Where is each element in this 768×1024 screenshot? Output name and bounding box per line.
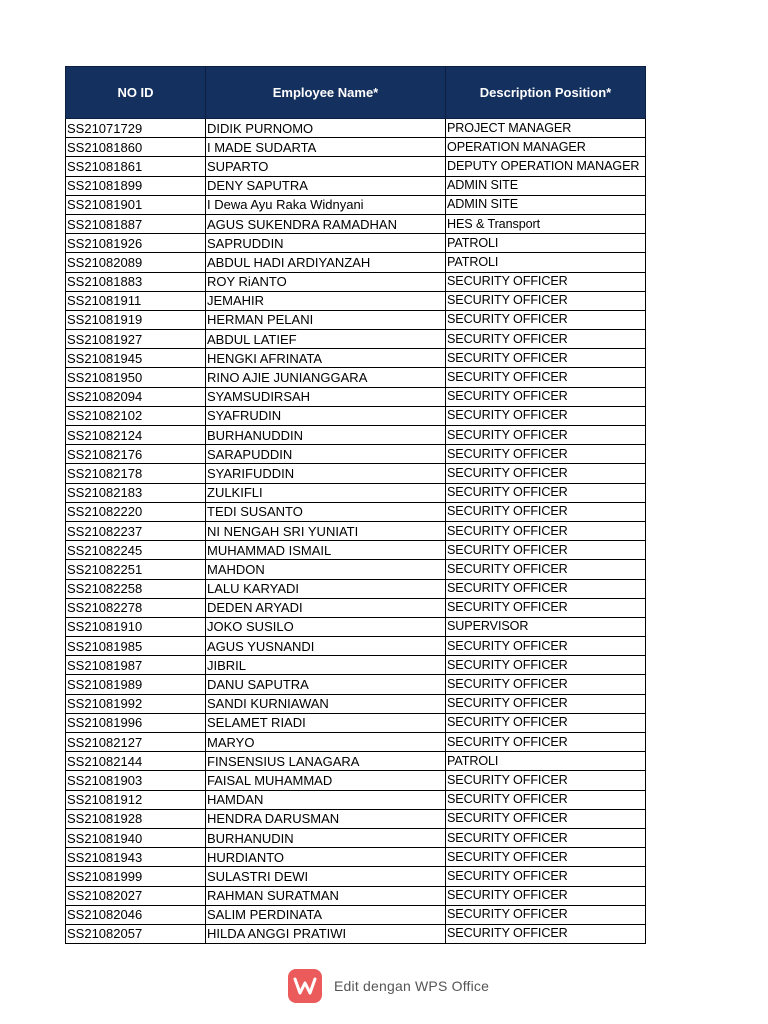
cell-description-position: SECURITY OFFICER	[446, 291, 646, 310]
table-row	[66, 924, 646, 943]
cell-no-id: SS21081928	[66, 809, 206, 828]
cell-no-id: SS21081945	[66, 349, 206, 368]
cell-no-id: SS21081999	[66, 867, 206, 886]
cell-no-id: SS21082178	[66, 464, 206, 483]
table-row	[66, 176, 646, 195]
cell-description-position: SECURITY OFFICER	[446, 426, 646, 445]
cell-no-id: SS21081860	[66, 138, 206, 157]
cell-description-position: SECURITY OFFICER	[446, 656, 646, 675]
cell-no-id: SS21082144	[66, 752, 206, 771]
cell-no-id: SS21081919	[66, 310, 206, 329]
cell-employee-name: SYARIFUDDIN	[206, 464, 446, 483]
cell-no-id: SS21081899	[66, 176, 206, 195]
cell-employee-name: SYAMSUDIRSAH	[206, 387, 446, 406]
cell-no-id: SS21081996	[66, 713, 206, 732]
cell-no-id: SS21082027	[66, 886, 206, 905]
column-header-description-position: Description Position*	[446, 67, 646, 119]
table-row	[66, 713, 646, 732]
cell-description-position: SECURITY OFFICER	[446, 790, 646, 809]
cell-no-id: SS21082245	[66, 541, 206, 560]
cell-no-id: SS21081901	[66, 195, 206, 214]
cell-employee-name: SUPARTO	[206, 157, 446, 176]
cell-description-position: SECURITY OFFICER	[446, 310, 646, 329]
table-row	[66, 272, 646, 291]
cell-description-position: SECURITY OFFICER	[446, 637, 646, 656]
cell-no-id: SS21082102	[66, 406, 206, 425]
cell-description-position: HES & Transport	[446, 214, 646, 233]
cell-no-id: SS21082220	[66, 502, 206, 521]
cell-employee-name: SYAFRUDIN	[206, 406, 446, 425]
cell-employee-name: ROY RiANTO	[206, 272, 446, 291]
cell-no-id: SS21082237	[66, 521, 206, 540]
table-row	[66, 867, 646, 886]
cell-employee-name: HERMAN PELANI	[206, 310, 446, 329]
table-row	[66, 905, 646, 924]
cell-no-id: SS21082127	[66, 733, 206, 752]
cell-employee-name: DANU SAPUTRA	[206, 675, 446, 694]
cell-description-position: SECURITY OFFICER	[446, 733, 646, 752]
cell-no-id: SS21082046	[66, 905, 206, 924]
cell-employee-name: JOKO SUSILO	[206, 617, 446, 636]
table-row	[66, 253, 646, 272]
cell-no-id: SS21081950	[66, 368, 206, 387]
cell-description-position: PATROLI	[446, 253, 646, 272]
cell-description-position: SECURITY OFFICER	[446, 272, 646, 291]
cell-employee-name: AGUS SUKENDRA RAMADHAN	[206, 214, 446, 233]
table-row	[66, 637, 646, 656]
cell-description-position: SECURITY OFFICER	[446, 349, 646, 368]
cell-description-position: SECURITY OFFICER	[446, 387, 646, 406]
cell-employee-name: MAHDON	[206, 560, 446, 579]
cell-employee-name: MUHAMMAD ISMAIL	[206, 541, 446, 560]
table-row	[66, 426, 646, 445]
cell-no-id: SS21081985	[66, 637, 206, 656]
cell-no-id: SS21081943	[66, 848, 206, 867]
cell-employee-name: I Dewa Ayu Raka Widnyani	[206, 195, 446, 214]
cell-employee-name: SANDI KURNIAWAN	[206, 694, 446, 713]
cell-no-id: SS21082176	[66, 445, 206, 464]
cell-employee-name: RAHMAN SURATMAN	[206, 886, 446, 905]
cell-no-id: SS21081910	[66, 617, 206, 636]
footer-edit-text: Edit dengan WPS Office	[334, 978, 490, 994]
cell-description-position: PROJECT MANAGER	[446, 119, 646, 138]
table-row	[66, 809, 646, 828]
table-row	[66, 445, 646, 464]
wps-footer[interactable]	[288, 969, 489, 1003]
table-row	[66, 368, 646, 387]
table-row	[66, 790, 646, 809]
cell-no-id: SS21081903	[66, 771, 206, 790]
cell-no-id: SS21081927	[66, 330, 206, 349]
cell-description-position: PATROLI	[446, 752, 646, 771]
cell-employee-name: MARYO	[206, 733, 446, 752]
table-row	[66, 349, 646, 368]
table-row	[66, 234, 646, 253]
table-row	[66, 464, 646, 483]
cell-employee-name: FAISAL MUHAMMAD	[206, 771, 446, 790]
cell-no-id: SS21081887	[66, 214, 206, 233]
employee-table	[65, 66, 646, 944]
cell-description-position: ADMIN SITE	[446, 176, 646, 195]
cell-description-position: SECURITY OFFICER	[446, 579, 646, 598]
table-row	[66, 617, 646, 636]
cell-description-position: SECURITY OFFICER	[446, 771, 646, 790]
cell-no-id: SS21081883	[66, 272, 206, 291]
cell-no-id: SS21082124	[66, 426, 206, 445]
table-row	[66, 502, 646, 521]
cell-employee-name: BURHANUDIN	[206, 828, 446, 847]
table-row	[66, 848, 646, 867]
cell-description-position: SUPERVISOR	[446, 617, 646, 636]
table-row	[66, 752, 646, 771]
cell-description-position: PATROLI	[446, 234, 646, 253]
cell-employee-name: JIBRIL	[206, 656, 446, 675]
table-row	[66, 157, 646, 176]
table-row	[66, 541, 646, 560]
table-row	[66, 598, 646, 617]
table-row	[66, 406, 646, 425]
table-row	[66, 483, 646, 502]
table-row	[66, 656, 646, 675]
cell-description-position: SECURITY OFFICER	[446, 848, 646, 867]
cell-no-id: SS21081987	[66, 656, 206, 675]
table-header-row	[66, 67, 646, 119]
table-row	[66, 828, 646, 847]
cell-description-position: SECURITY OFFICER	[446, 502, 646, 521]
cell-employee-name: SARAPUDDIN	[206, 445, 446, 464]
cell-employee-name: HENGKI AFRINATA	[206, 349, 446, 368]
table-row	[66, 214, 646, 233]
cell-description-position: SECURITY OFFICER	[446, 541, 646, 560]
cell-description-position: SECURITY OFFICER	[446, 886, 646, 905]
cell-description-position: OPERATION MANAGER	[446, 138, 646, 157]
cell-employee-name: BURHANUDDIN	[206, 426, 446, 445]
cell-no-id: SS21082183	[66, 483, 206, 502]
cell-no-id: SS21081911	[66, 291, 206, 310]
table-row	[66, 675, 646, 694]
cell-description-position: SECURITY OFFICER	[446, 905, 646, 924]
cell-no-id: SS21081861	[66, 157, 206, 176]
table-row	[66, 138, 646, 157]
cell-description-position: SECURITY OFFICER	[446, 560, 646, 579]
cell-no-id: SS21082057	[66, 924, 206, 943]
table-row	[66, 330, 646, 349]
cell-no-id: SS21081992	[66, 694, 206, 713]
column-header-no-id: NO ID	[66, 67, 206, 119]
table-row	[66, 195, 646, 214]
table-row	[66, 579, 646, 598]
table-body	[66, 119, 646, 944]
cell-employee-name: DIDIK PURNOMO	[206, 119, 446, 138]
cell-description-position: SECURITY OFFICER	[446, 809, 646, 828]
cell-no-id: SS21081912	[66, 790, 206, 809]
cell-description-position: SECURITY OFFICER	[446, 713, 646, 732]
table-row	[66, 771, 646, 790]
table-row	[66, 521, 646, 540]
column-header-employee-name: Employee Name*	[206, 67, 446, 119]
cell-description-position: DEPUTY OPERATION MANAGER	[446, 157, 646, 176]
table-row	[66, 310, 646, 329]
cell-description-position: SECURITY OFFICER	[446, 675, 646, 694]
cell-no-id: SS21081989	[66, 675, 206, 694]
table-row	[66, 886, 646, 905]
cell-description-position: SECURITY OFFICER	[446, 598, 646, 617]
cell-employee-name: RINO AJIE JUNIANGGARA	[206, 368, 446, 387]
cell-no-id: SS21082251	[66, 560, 206, 579]
table-row	[66, 560, 646, 579]
cell-description-position: SECURITY OFFICER	[446, 368, 646, 387]
wps-office-logo-icon	[288, 969, 322, 1003]
cell-employee-name: NI NENGAH SRI YUNIATI	[206, 521, 446, 540]
cell-no-id: SS21082094	[66, 387, 206, 406]
cell-description-position: SECURITY OFFICER	[446, 330, 646, 349]
cell-employee-name: SELAMET RIADI	[206, 713, 446, 732]
cell-description-position: SECURITY OFFICER	[446, 694, 646, 713]
cell-description-position: SECURITY OFFICER	[446, 828, 646, 847]
cell-employee-name: AGUS YUSNANDI	[206, 637, 446, 656]
cell-employee-name: SALIM PERDINATA	[206, 905, 446, 924]
cell-employee-name: DENY SAPUTRA	[206, 176, 446, 195]
cell-employee-name: ZULKIFLI	[206, 483, 446, 502]
cell-employee-name: HENDRA DARUSMAN	[206, 809, 446, 828]
cell-employee-name: HURDIANTO	[206, 848, 446, 867]
cell-employee-name: LALU KARYADI	[206, 579, 446, 598]
cell-description-position: SECURITY OFFICER	[446, 464, 646, 483]
table-row	[66, 291, 646, 310]
cell-description-position: SECURITY OFFICER	[446, 445, 646, 464]
table-row	[66, 387, 646, 406]
cell-description-position: SECURITY OFFICER	[446, 924, 646, 943]
cell-employee-name: HAMDAN	[206, 790, 446, 809]
cell-employee-name: SAPRUDDIN	[206, 234, 446, 253]
table-row	[66, 733, 646, 752]
table-row	[66, 119, 646, 138]
cell-employee-name: JEMAHIR	[206, 291, 446, 310]
cell-no-id: SS21082258	[66, 579, 206, 598]
cell-employee-name: I MADE SUDARTA	[206, 138, 446, 157]
cell-employee-name: FINSENSIUS LANAGARA	[206, 752, 446, 771]
cell-no-id: SS21071729	[66, 119, 206, 138]
cell-employee-name: HILDA ANGGI PRATIWI	[206, 924, 446, 943]
cell-no-id: SS21082089	[66, 253, 206, 272]
table-row	[66, 694, 646, 713]
cell-no-id: SS21081940	[66, 828, 206, 847]
cell-no-id: SS21081926	[66, 234, 206, 253]
cell-description-position: SECURITY OFFICER	[446, 521, 646, 540]
cell-description-position: ADMIN SITE	[446, 195, 646, 214]
cell-employee-name: SULASTRI DEWI	[206, 867, 446, 886]
cell-description-position: SECURITY OFFICER	[446, 406, 646, 425]
cell-employee-name: ABDUL LATIEF	[206, 330, 446, 349]
cell-description-position: SECURITY OFFICER	[446, 483, 646, 502]
cell-no-id: SS21082278	[66, 598, 206, 617]
cell-description-position: SECURITY OFFICER	[446, 867, 646, 886]
cell-employee-name: DEDEN ARYADI	[206, 598, 446, 617]
cell-employee-name: TEDI SUSANTO	[206, 502, 446, 521]
cell-employee-name: ABDUL HADI ARDIYANZAH	[206, 253, 446, 272]
